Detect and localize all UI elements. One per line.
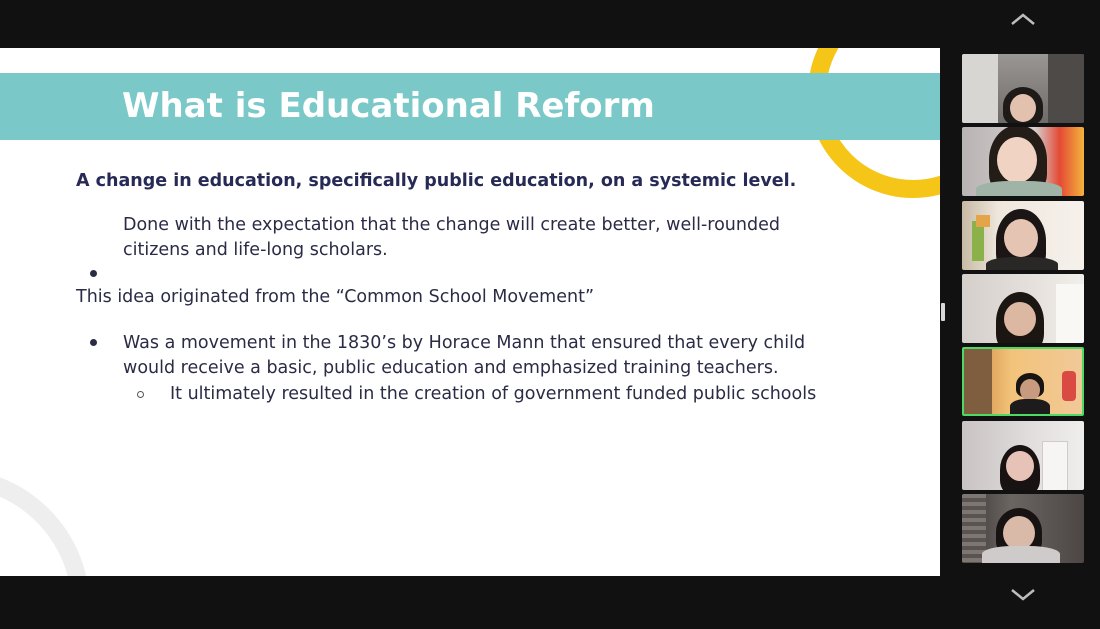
bullet-point-2 xyxy=(123,331,805,381)
bullet-2-line-2: would receive a basic, public education and emphasized training teachers. xyxy=(123,358,779,378)
chevron-down-icon[interactable] xyxy=(1008,585,1038,605)
participant-video-tile[interactable] xyxy=(962,494,1084,563)
panel-resize-handle[interactable] xyxy=(941,303,945,321)
shared-slide xyxy=(0,48,940,576)
sub-bullet-ring-icon xyxy=(137,391,144,398)
slide-paragraph-2: This idea originated from the “Common School Movement” xyxy=(76,287,595,307)
bullet-dot-icon xyxy=(90,339,97,346)
participant-video-tile[interactable] xyxy=(962,274,1084,343)
participant-video-tile-active[interactable] xyxy=(962,347,1084,416)
participant-video-tile[interactable] xyxy=(962,54,1084,123)
bullet-dot-icon xyxy=(90,270,97,277)
slide-title-bar xyxy=(0,73,940,140)
bullet-point-1 xyxy=(123,213,780,263)
bullet-1-line-1: Done with the expectation that the change will create better, well-rounded xyxy=(123,215,780,235)
participant-video-tile[interactable] xyxy=(962,421,1084,490)
chevron-up-icon[interactable] xyxy=(1008,10,1038,30)
slide-title: What is Educational Reform xyxy=(122,86,655,126)
bullet-1-line-2: citizens and life-long scholars. xyxy=(123,240,388,260)
participant-video-tile[interactable] xyxy=(962,201,1084,270)
sub-bullet-point: It ultimately resulted in the creation of government funded public schools xyxy=(170,384,817,404)
decorative-gray-ring xyxy=(0,468,90,576)
bullet-2-line-1: Was a movement in the 1830’s by Horace Mann that ensured that every child xyxy=(123,333,806,353)
participant-video-tile[interactable] xyxy=(962,127,1084,196)
slide-lead-text: A change in education, specifically public education, on a systemic level. xyxy=(76,171,797,191)
